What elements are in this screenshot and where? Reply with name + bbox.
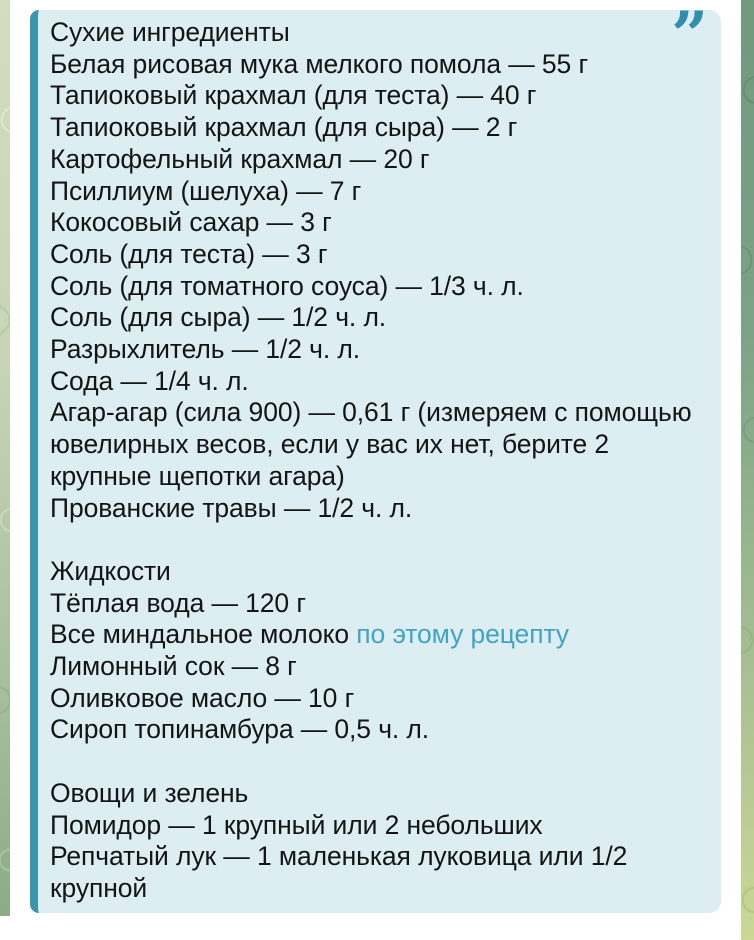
section-vegetables (50, 778, 701, 905)
quoted-message-block[interactable] (30, 10, 721, 913)
ingredient-line: Соль (для теста) — 3 г (50, 238, 328, 269)
ingredient-line: Сироп топинамбура — 0,5 ч. л. (50, 714, 430, 745)
ingredient-line: Сода — 1/4 ч. л. (50, 365, 249, 396)
section-dry-ingredients (50, 17, 701, 524)
recipe-link[interactable]: по этому рецепту (356, 619, 569, 650)
ingredient-text: Все миндальное молоко (50, 619, 357, 650)
ingredient-line-with-link (50, 619, 701, 651)
ingredient-line: Лимонный сок — 8 г (50, 651, 297, 682)
ingredient-line: Тёплая вода — 120 г (50, 587, 306, 618)
ingredient-line: Белая рисовая мука мелкого помола — 55 г (50, 48, 589, 79)
ingredient-line: Агар-агар (сила 900) — 0,61 г (измеряем с помощью ювелирных весов, если у вас их нет, берите 2 крупные щепотки агара) (50, 397, 692, 491)
ingredient-line: Псиллиум (шелуха) — 7 г (50, 175, 362, 206)
section-title: Овощи и зелень (50, 777, 249, 808)
ingredient-line: Разрыхлитель — 1/2 ч. л. (50, 334, 361, 365)
ingredient-line: Оливковое масло — 10 г (50, 682, 355, 713)
ingredient-line: Соль (для сыра) — 1/2 ч. л. (50, 302, 387, 333)
section-title: Жидкости (50, 555, 171, 586)
section-liquids (50, 556, 701, 746)
chat-wallpaper-right (741, 0, 754, 940)
section-title: Сухие ингредиенты (50, 17, 290, 47)
ingredient-line: Помидор — 1 крупный или 2 небольших (50, 809, 543, 840)
quote-icon: ” (671, 10, 708, 73)
ingredient-line: Тапиоковый крахмал (для сыра) — 2 г (50, 112, 518, 143)
ingredient-line: Репчатый лук — 1 маленькая луковица или 1/2 крупной (50, 841, 628, 903)
ingredient-line: Прованские травы — 1/2 ч. л. (50, 492, 413, 523)
ingredient-line: Тапиоковый крахмал (для теста) — 40 г (50, 80, 537, 111)
ingredient-line: Картофельный крахмал — 20 г (50, 143, 430, 174)
ingredient-line: Соль (для томатного соуса) — 1/3 ч. л. (50, 270, 524, 301)
chat-wallpaper-left (0, 0, 10, 916)
ingredient-line: Кокосовый сахар — 3 г (50, 207, 332, 238)
